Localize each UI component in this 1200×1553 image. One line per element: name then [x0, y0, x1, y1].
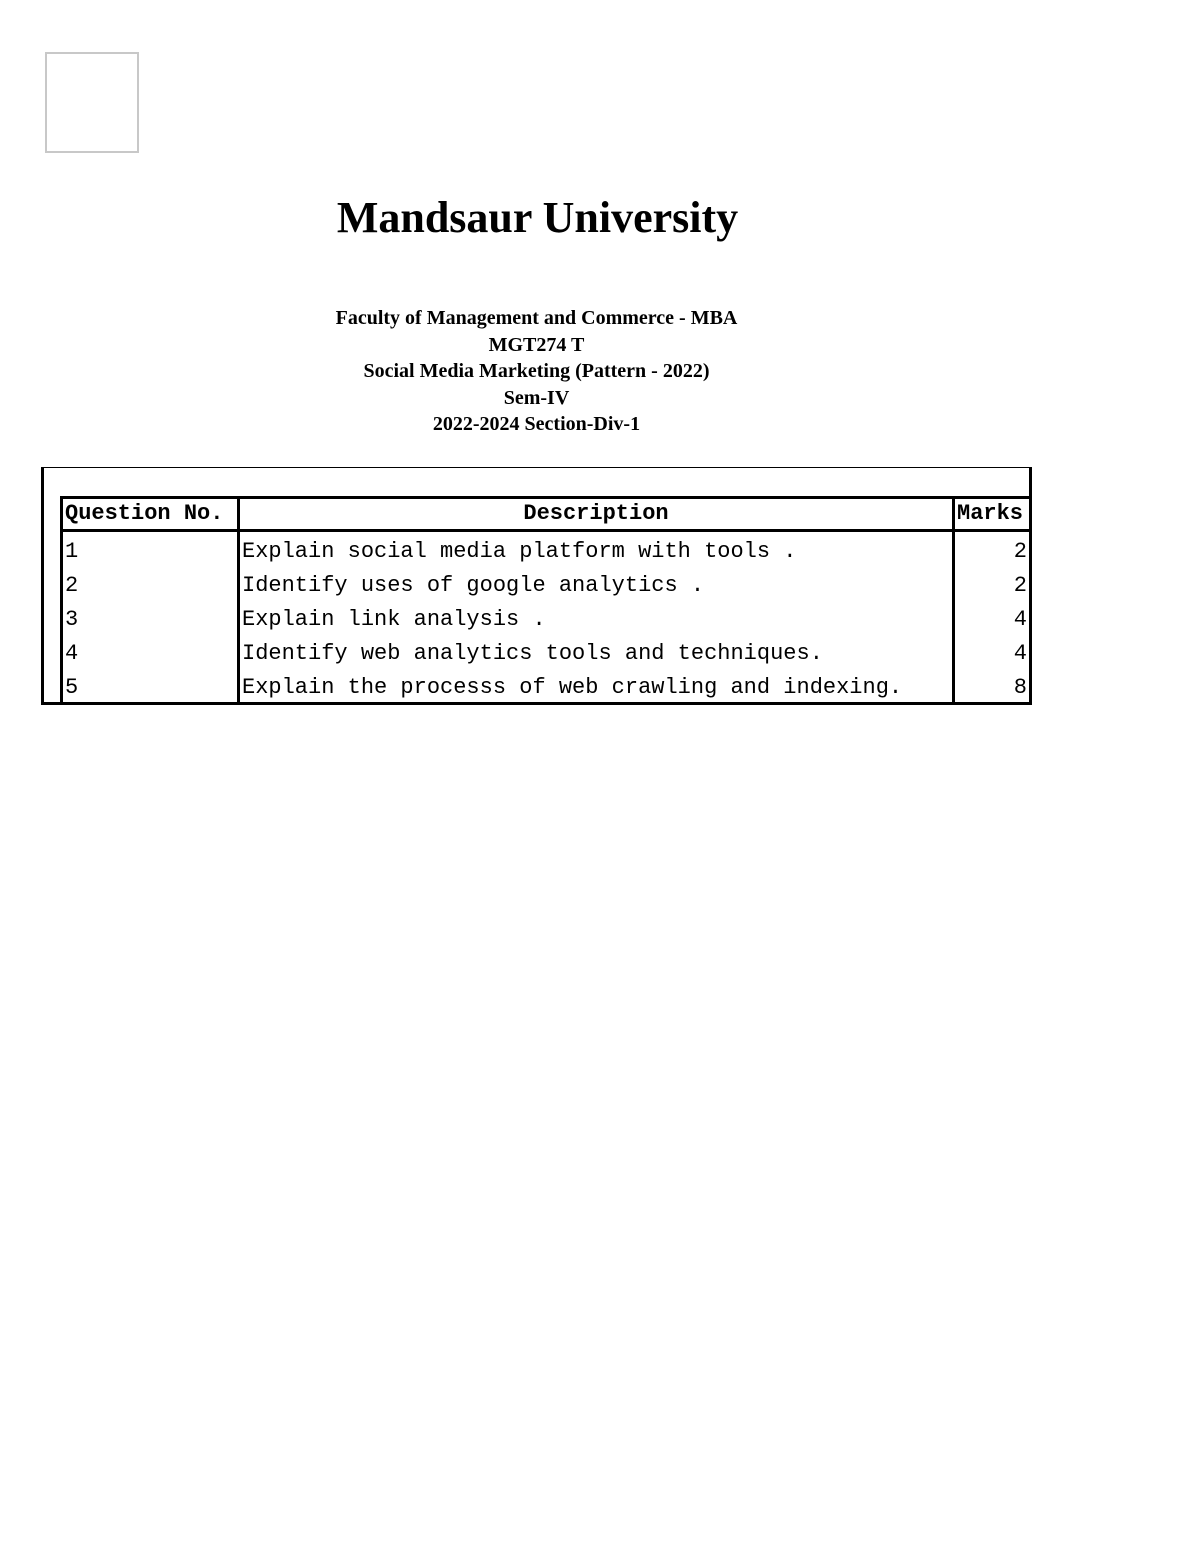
question-table	[60, 496, 1032, 705]
table-row	[62, 569, 1031, 603]
table-header-row	[62, 498, 1031, 531]
question-marks: 2	[954, 535, 1031, 569]
question-number: 5	[62, 671, 239, 705]
question-description: Explain the processs of web crawling and indexing.	[239, 671, 954, 705]
table-row	[62, 671, 1031, 705]
question-description: Identify uses of google analytics .	[239, 569, 954, 603]
logo-placeholder	[45, 52, 139, 153]
table-row	[62, 603, 1031, 637]
session-line: 2022-2024 Section-Div-1	[432, 413, 641, 435]
page-title: Mandsaur University	[336, 193, 739, 242]
course-info	[0, 305, 1073, 438]
question-description: Explain social media platform with tools .	[239, 535, 954, 569]
question-description: Explain link analysis .	[239, 603, 954, 637]
column-header-question-no: Question No.	[62, 498, 239, 531]
table-row	[62, 535, 1031, 569]
question-number: 2	[62, 569, 239, 603]
question-marks: 4	[954, 603, 1031, 637]
question-number: 1	[62, 535, 239, 569]
table-row	[62, 637, 1031, 671]
course-code-line: MGT274 T	[488, 333, 585, 356]
faculty-line: Faculty of Management and Commerce - MBA	[335, 307, 738, 329]
column-header-marks: Marks	[954, 498, 1031, 531]
question-number: 4	[62, 637, 239, 671]
question-description: Identify web analytics tools and techniques.	[239, 637, 954, 671]
semester-line: Sem-IV	[503, 386, 570, 409]
course-name-line: Social Media Marketing (Pattern - 2022)	[363, 360, 710, 382]
question-number: 3	[62, 603, 239, 637]
question-marks: 2	[954, 569, 1031, 603]
question-marks: 4	[954, 637, 1031, 671]
column-header-description: Description	[239, 498, 954, 531]
question-marks: 8	[954, 671, 1031, 705]
